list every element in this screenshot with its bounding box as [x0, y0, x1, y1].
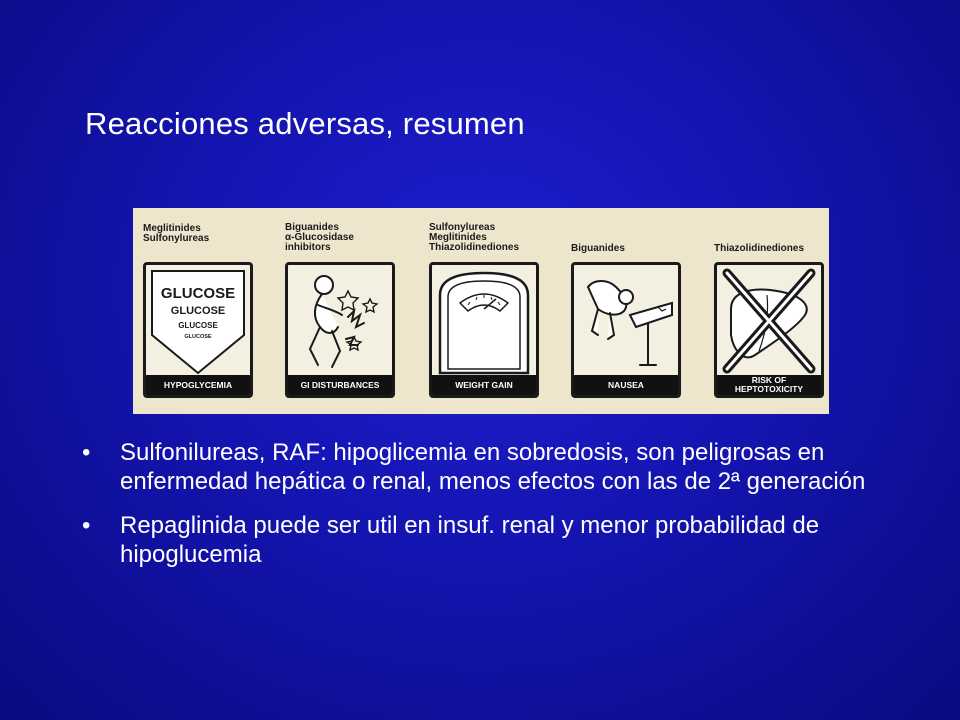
card-gi-disturbances: [275, 208, 400, 414]
card-frame: [285, 262, 395, 398]
card-caption: RISK OF HEPTOTOXICITY: [717, 375, 821, 395]
card-frame: [429, 262, 539, 398]
card-caption: GI DISTURBANCES: [288, 375, 392, 395]
list-item: [82, 511, 882, 569]
vomiting-figure-icon: [574, 265, 678, 375]
card-frame: [143, 262, 253, 398]
card-caption: HYPOGLYCEMIA: [146, 375, 250, 395]
card-frame: [571, 262, 681, 398]
card-frame: [714, 262, 824, 398]
descending-glucose-arrow-icon: [146, 265, 250, 375]
card-weight-gain: [419, 208, 544, 414]
bullet-text: Sulfonilureas, RAF: hipoglicemia en sobredosis, son peligrosas en enfermedad hepática o renal, menos efectos con las de 2ª generación: [120, 439, 866, 495]
bullet-list: [82, 438, 882, 584]
card-hypoglycemia: [133, 208, 258, 414]
glucose-text-medium: GLUCOSE: [170, 305, 226, 317]
stomach-pain-figure-icon: [288, 265, 392, 375]
card-drug-label: Sulfonylureas Meglitinides Thiazolidinediones: [429, 222, 520, 253]
card-drug-label: Biguanides: [571, 243, 625, 254]
card-drug-label: Thiazolidinediones: [714, 243, 805, 254]
adverse-effects-figure: [133, 208, 829, 414]
card-caption: WEIGHT GAIN: [432, 375, 536, 395]
bullet-text: Repaglinida puede ser util en insuf. renal y menor probabilidad de hipoglucemia: [120, 512, 820, 568]
glucose-text-tiny: GLUCOSE: [184, 334, 212, 340]
card-hepatotoxicity: [704, 208, 829, 414]
glucose-text-small: GLUCOSE: [178, 321, 218, 330]
card-drug-label: Meglitinides Sulfonylureas: [143, 223, 210, 244]
bullet-symbol: •: [82, 512, 91, 539]
glucose-text-large: GLUCOSE: [160, 285, 236, 302]
slide-title: Reacciones adversas, resumen: [85, 106, 525, 141]
list-item: [82, 438, 882, 496]
card-caption: NAUSEA: [574, 375, 678, 395]
bathroom-scale-icon: [432, 265, 536, 375]
card-drug-label: Biguanides α-Glucosidase inhibitors: [285, 222, 354, 253]
bullet-symbol: •: [82, 439, 91, 466]
card-nausea: [561, 208, 686, 414]
crossed-out-liver-icon: [717, 265, 821, 375]
